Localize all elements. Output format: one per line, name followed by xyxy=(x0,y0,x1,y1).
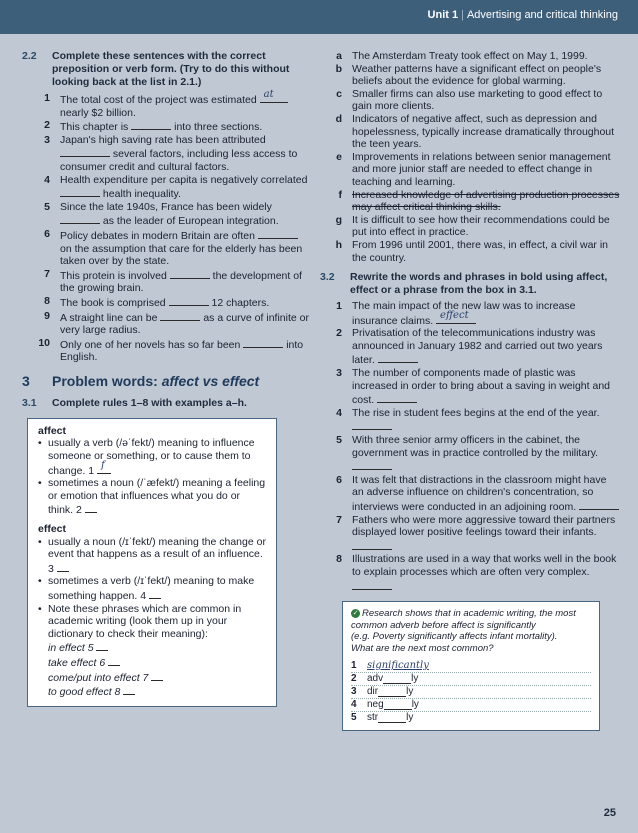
answer-blank[interactable] xyxy=(169,295,209,306)
list-item: 3 The number of components made of plastic was increased in order to bring about a saving in weight and cost. xyxy=(336,367,610,407)
term-affect: affect xyxy=(38,424,67,437)
unit-header-bar xyxy=(0,0,638,34)
handwritten-answer: significantly xyxy=(367,660,429,672)
list-item: 8 The book is comprised 12 chapters. xyxy=(44,294,270,309)
note-example: (e.g. Poverty significantly affects infant mortality). xyxy=(351,631,558,643)
list-item: 2 This chapter is into three sections. xyxy=(44,119,263,134)
note-question: What are the next most common? xyxy=(351,642,494,654)
exercise-number: 2.2 xyxy=(22,50,37,62)
exercise-instruction: Complete these sentences with the correct preposition or verb form. (Try to do this without looking back at the list in 2.1.) xyxy=(52,50,290,88)
exercise-3-1-heading xyxy=(22,397,312,410)
section-title-text: Problem words: xyxy=(52,372,162,389)
rule-item: • usually a verb (/əˈfekt/) meaning to influence someone or something, or to cause them to change. 1 f xyxy=(38,437,255,477)
example-item: h From 1996 until 2001, there was, in effect, a civil war in the country. xyxy=(335,238,609,264)
answer-blank[interactable] xyxy=(151,670,163,681)
handwritten-answer: f xyxy=(101,459,105,471)
answer-blank[interactable] xyxy=(384,699,412,710)
example-item: a The Amsterdam Treaty took effect on May 1, 1999. xyxy=(336,50,588,62)
answer-blank[interactable] xyxy=(60,186,100,197)
exercise-2-2-heading xyxy=(22,50,312,89)
answer-blank[interactable] xyxy=(378,712,406,723)
example-item: b Weather patterns have a significant effect on people's beliefs about the evidence for global warming. xyxy=(335,62,602,88)
list-item: 6 Policy debates in modern Britain are often on the assumption that care for the elderly has been taken over by the state. xyxy=(44,227,303,268)
unit-header-text xyxy=(428,9,618,21)
answer-row: 4 neg ly xyxy=(351,698,591,711)
answer-blank[interactable] xyxy=(243,337,283,348)
example-item: e Improvements in relations between senior management and more junior staff are needed to effect change in teaching and learning. xyxy=(336,150,611,188)
answer-blank[interactable] xyxy=(97,459,111,474)
list-item: 7 This protein is involved the development of the growing brain. xyxy=(44,267,302,295)
answer-blank[interactable] xyxy=(60,213,100,224)
section-number: 3 xyxy=(22,372,30,389)
rules-box xyxy=(27,418,277,707)
exercise-3-2-heading xyxy=(320,271,620,297)
list-item: 4 Health expenditure per capita is negatively correlated health inequality. xyxy=(44,173,308,201)
rule-item: • sometimes a verb (/ɪˈfekt/) meaning to make something happen. 4 xyxy=(38,575,255,602)
phrase-item: take effect 6 xyxy=(38,655,266,670)
section-title-emphasis: affect vs effect xyxy=(161,372,260,389)
answer-blank[interactable] xyxy=(352,579,392,590)
answer-blank[interactable] xyxy=(436,309,476,324)
answer-row: 1 significantly xyxy=(351,660,429,672)
left-column xyxy=(22,50,312,707)
answer-blank[interactable] xyxy=(123,684,135,695)
answer-blank[interactable] xyxy=(258,228,298,239)
list-item: 3 Japan's high saving rate has been attributed several factors, including less access to consumer credit and cultural factors. xyxy=(44,133,298,173)
example-item: g It is difficult to see how their recommendations could be put into effect in practice. xyxy=(335,213,610,239)
rule-item: • sometimes a noun (/ˈæfekt/) meaning a feeling or emotion that influences what you do or think. 2 xyxy=(38,477,266,517)
note-text: Research shows that in academic writing, the most common adverb before affect is significantly xyxy=(351,608,576,631)
page-number: 25 xyxy=(603,807,616,819)
examples-list xyxy=(320,50,620,264)
list-item: 1 The total cost of the project was estimated at nearly $2 billion. xyxy=(22,92,312,119)
answer-blank[interactable] xyxy=(260,89,288,103)
answer-blank[interactable] xyxy=(378,686,406,697)
answer-blank[interactable] xyxy=(160,310,200,321)
research-note-box xyxy=(342,601,600,731)
example-item: c Smaller firms can also use marketing to good effect to gain more clients. xyxy=(336,87,603,113)
phrase-item: in effect 5 xyxy=(38,640,266,655)
list-item: 6 It was felt that distractions in the classroom might have an adverse influence on children's concentration, so interviews were conducted in an adjoining room. xyxy=(320,474,620,514)
adverb-answer-list xyxy=(351,660,591,724)
phrase-item: come/put into effect 7 xyxy=(38,670,266,685)
unit-title: Advertising and critical thinking xyxy=(466,9,618,21)
answer-blank[interactable] xyxy=(170,268,210,279)
exercise-instruction: Rewrite the words and phrases in bold using affect, effect or a phrase from the box in 3.1. xyxy=(350,271,608,297)
answer-row: 2 adv ly xyxy=(351,672,591,685)
answer-blank[interactable] xyxy=(377,392,417,403)
term-effect: effect xyxy=(38,523,67,536)
list-item: 5 Since the late 1940s, France has been widely as the leader of European integration. xyxy=(44,200,279,228)
handwritten-answer: effect xyxy=(440,309,469,321)
unit-label: Unit 1 xyxy=(427,9,459,21)
exercise-number: 3.2 xyxy=(320,271,335,284)
list-item: 8 Illustrations are used in a way that works well in the book to explain processes which are often very complex. xyxy=(320,553,620,593)
answer-row: 3 dir ly xyxy=(351,685,591,698)
list-item: 4 The rise in student fees begins at the end of the year. xyxy=(320,407,620,434)
header-separator: | xyxy=(461,9,464,21)
rule-item: • Note these phrases which are common in academic writing (look them up in your dictionary to check their meaning): xyxy=(38,602,242,640)
handwritten-answer: at xyxy=(263,89,274,100)
rule-item: • usually a noun (/ɪˈfekt/) meaning the change or event that happens as a result of an influence. 3 xyxy=(38,535,266,575)
list-item: 9 A straight line can be as a curve of infinite or very large radius. xyxy=(44,309,309,337)
example-item: d Indicators of negative affect, such as depression and hopelessness, typically increase dramatically throughout the teen years. xyxy=(335,112,615,151)
list-item: 10 Only one of her novels has so far been into English. xyxy=(38,336,304,364)
section-3-title xyxy=(22,373,312,389)
answer-row: 5 str ly xyxy=(351,711,591,724)
example-item-struck: f Increased knowledge of advertising production processes may affect critical thinking skills. xyxy=(338,188,620,214)
answer-blank[interactable] xyxy=(378,352,418,363)
answer-blank[interactable] xyxy=(352,539,392,550)
exercise-number: 3.1 xyxy=(22,396,37,409)
list-item: 1 The main impact of the new law was to increase insurance claims. effect xyxy=(336,300,576,327)
answer-blank[interactable] xyxy=(85,502,97,513)
answer-blank[interactable] xyxy=(352,419,392,430)
answer-blank[interactable] xyxy=(60,146,110,157)
answer-blank[interactable] xyxy=(579,499,619,510)
list-item: 7 Fathers who were more aggressive toward their partners displayed lower positive feelings toward their infants. xyxy=(320,514,620,554)
phrase-item: to good effect 8 xyxy=(38,684,266,699)
exercise-3-2-list xyxy=(320,300,620,593)
right-column xyxy=(320,50,620,731)
exercise-instruction: Complete rules 1–8 with examples a–h. xyxy=(52,396,247,409)
answer-blank[interactable] xyxy=(383,673,411,684)
answer-blank[interactable] xyxy=(108,655,120,666)
list-item: 5 With three senior army officers in the cabinet, the government was in practice controlled by the military. xyxy=(320,434,620,474)
answer-blank[interactable] xyxy=(57,561,69,572)
answer-blank[interactable] xyxy=(352,459,392,470)
answer-blank[interactable] xyxy=(96,640,108,651)
list-item: 2 Privatisation of the telecommunications industry was announced in January 1982 and carried out two years later. xyxy=(336,327,603,367)
answer-blank[interactable] xyxy=(149,588,161,599)
exercise-2-2-list xyxy=(22,89,312,364)
answer-blank[interactable] xyxy=(131,119,171,130)
research-info-icon: ✓ xyxy=(352,610,359,618)
